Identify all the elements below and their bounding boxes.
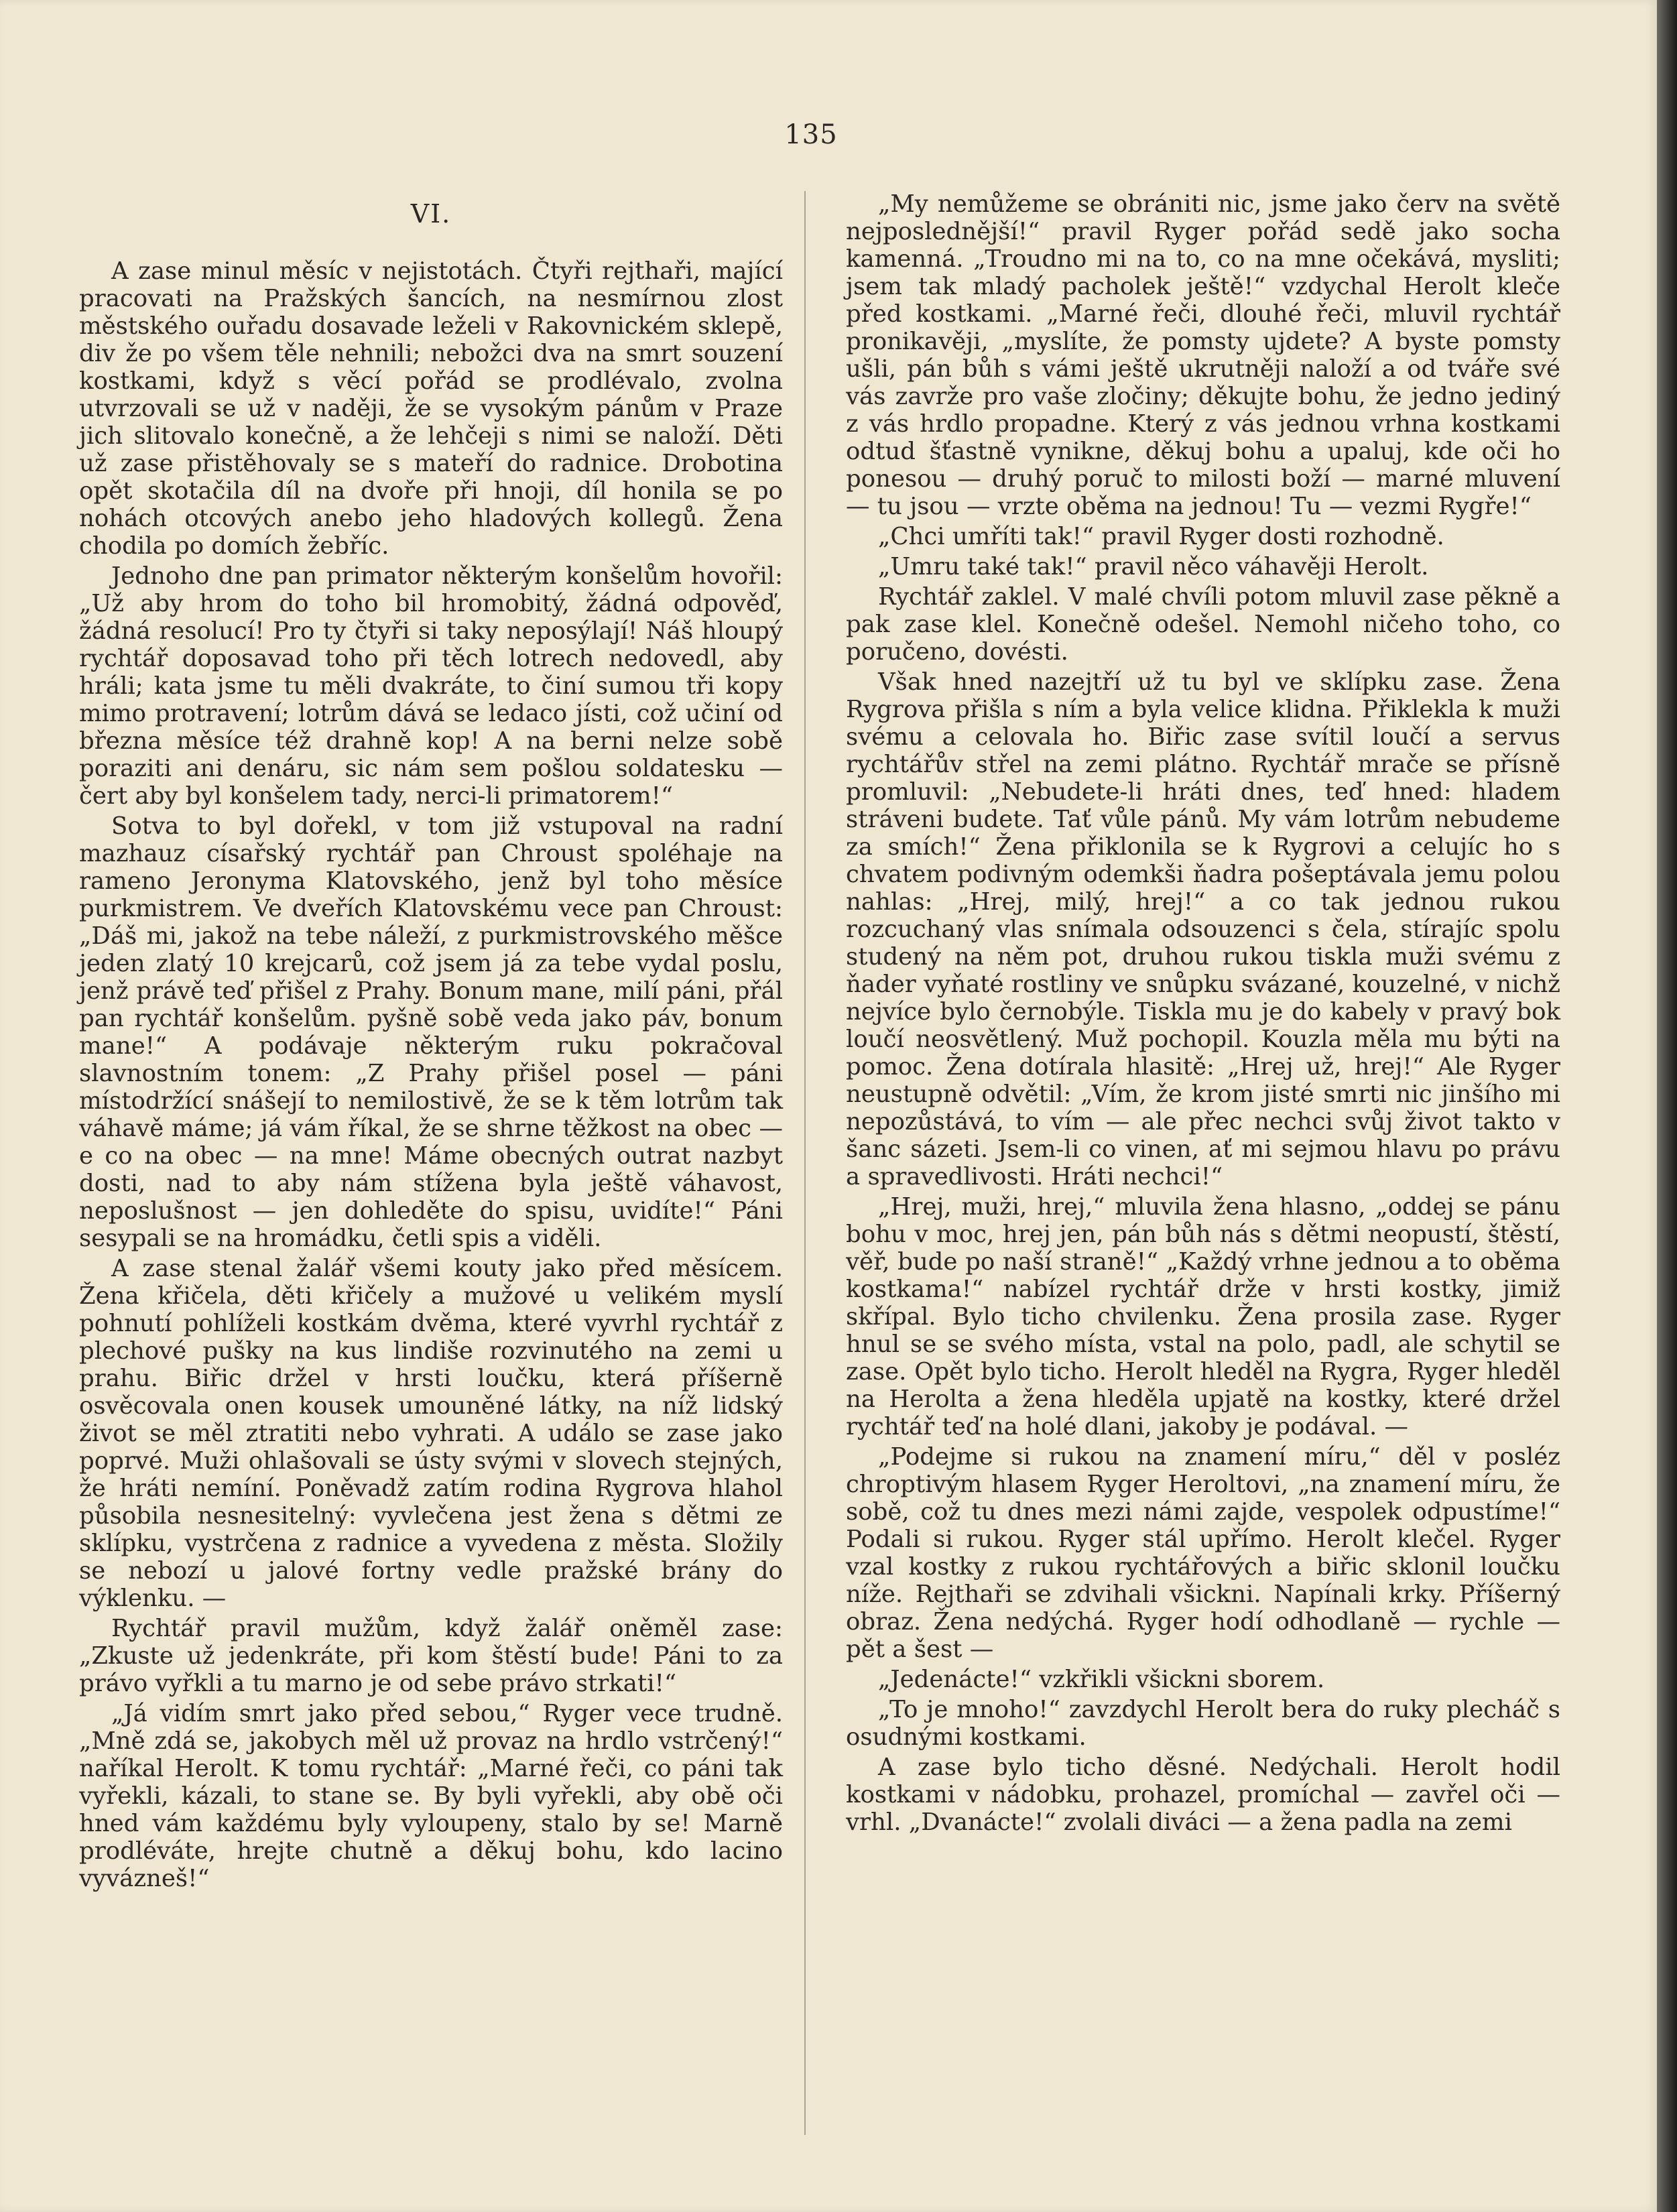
column-divider [804,191,806,2135]
paragraph: „Jedenácte!“ vzkřikli všickni sborem. [878,1666,1325,1693]
paragraph: Jednoho dne pan primator některým konšelům hovořil: „Už aby hrom do toho bil hromobitý, žádná odpověď, žádná resolucí! Pro ty čtyři si taky neposýlají! Náš hloupý rychtář doposavad toho při těch lotrech nedovedl, aby hráli; kata jsme tu měli dvakráte, to činí sumou tři kopy mimo protravení; lotrům dává se ledaco jísti, což učiní od března měsíce též drahně kop! A na berni nelze sobě poraziti ani denáru, sic nám sem pošlou soldatesku — čert aby byl konšelem tady, nerci-li primatorem!“ [79,562,783,810]
paragraph: „Podejme si rukou na znamení míru,“ děl v posléz chroptivým hlasem Ryger Heroltovi, „na znamení míru, že sobě, což tu dnes mezi námi zajde, vespolek odpustíme!“ Podali si rukou. Ryger stál upřímo. Herolt klečel. Ryger vzal kostky z rukou rychtářových a biřic sklonil loučku níže. Rejthaři se zdvihali všickni. Napínali krky. Příšerný obraz. Žena nedýchá. Ryger hodí odhodlaně — rychle — pět a šest — [846,1443,1560,1663]
paragraph: Však hned nazejtří už tu byl ve sklípku zase. Žena Rygrova přišla s ním a byla velice klidna. Přiklekla k muži svému a celovala ho. Biřic zase svítil loučí a servus rychtářův střel na zemi plátno. Rychtář mrače se přísně promluvil: „Nebudete-li hráti dnes, teď hned: hladem stráveni budete. Tať vůle pánů. My vám lotrům nebudeme za smích!“ Žena přiklonila se k Rygrovi a celujíc ho s chvatem podivným odemkši ňadra pošeptávala jemu polou nahlas: „Hrej, milý, hrej!“ a co tak jednou rukou rozcuchaný vlas snímala odsouzenci s čela, stírajíc spolu studený na něm pot, druhou rukou tiskla muži svému z ňader vyňaté rostliny ve snůpku svázané, kouzelné, v nichž nejvíce bylo černobýle. Tiskla mu je do kabely v pravý bok loučí neosvětlený. Muž pochopil. Kouzla měla mu býti na pomoc. Žena dotírala hlasitě: „Hrej už, hrej!“ Ale Ryger neustupně odvětil: „Vím, že krom jisté smrti nic jinšího mi nepozůstává, to vím — ale přec nechci svůj život takto v šanc sázeti. Jsem-li co vinen, ať mi sejmou hlavu po právu a spravedlivosti. Hráti nechci!“ [846,668,1560,1190]
paragraph: „Chci umříti tak!“ pravil Ryger dosti rozhodně. [878,523,1444,550]
paragraph: „Já vidím smrt jako před sebou,“ Ryger vece trudně. „Mně zdá se, jakobych měl už provaz na hrdlo vstrčený!“ naříkal Herolt. K tomu rychtář: „Marné řeči, co páni tak vyřekli, kázali, to stane se. By byli vyřekli, aby obě oči hned vám každému byly vyloupeny, stalo by se! Marně prodléváte, hrejte chutně a děkuj bohu, kdo lacino vyváznеš!“ [79,1700,783,1892]
page-edge-shadow [1657,0,1677,2212]
page-number: 135 [784,119,838,150]
paragraph: A zase minul měsíc v nejistotách. Čtyři rejthaři, mající pracovati na Pražských šancích, na nesmírnou zlost městského ouřadu dosavade leželi v Rakovnickém sklepě, div že po všem těle nehnili; nebožci dva na smrt souzení kostkami, když s věcí pořád se prodlévalo, zvolna utvrzovali se už v naději, že se vysokým pánům v Praze jich slitovalo konečně, a že lehčeji s nimi se naloží. Děti už zase přistěhovaly se s mateří do radnice. Drobotina opět skotačila díl na dvoře při hnoji, díl honila se po nohách otcových anebo jeho hladových kollegů. Žena chodila po domích žebříc. [79,257,783,560]
paragraph: A zase stenal žalář všemi kouty jako před měsícem. Žena křičela, děti křičely a mužové u velikém myslí pohnutí pohlíželi kostkám dvěma, které vyvrhl rychtář z plechové pušky na kus lindiše rozvinutého na zemi u prahu. Biřic držel v hrsti loučku, která příšerně osvěcovala onen kousek umouněné látky, na níž lidský život se měl ztratiti nebo vyhrati. A událo se zase jako poprvé. Muži ohlašovali se ústy svými v slovech stejných, že hráti nemíní. Poněvadž zatím rodina Rygrova hlahol působila nesnesitelný: vyvlečena jest žena s dětmi ze sklípku, vystrčena z radnice a vyvedena z města. Složily se nebozí u jalové fortny vedle pražské brány do výklenku. — [79,1255,783,1612]
left-column [79,191,783,1895]
paragraph: Sotva to byl dořekl, v tom již vstupoval na radní mazhauz císařský rychtář pan Chroust spoléhaje na rameno Jeronyma Klatovského, jenž byl toho měsíce purkmistrem. Ve dveřích Klatovskému vece pan Chroust: „Dáš mi, jakož na tebe náleží, z purkmistrovského měšce jeden zlatý 10 krejcarů, což jsem já za tebe vydal poslu, jenž právě teď přišel z Prahy. Bonum mane, milí páni, přál pan rychtář konšelům. pyšně sobě veda jako páv, bonum mane!“ A podávaje některým ruku pokračoval slavnostním tonem: „Z Prahy přišel posel — páni místodržící snášejí to nemilostivě, že se k těm lotrům tak váhavě máme; já vám říkal, že se shrne těžkost na obec — e co na obec — na mne! Máme obecných outrat nazbyt dosti, nad to aby nám stížena byla ještě váhavost, neposlušnost — jen dohleděte do spisu, uvidíte!“ Páni sesypali se na hromádku, četli spis a viděli. [79,812,783,1252]
paragraph: „Umru také tak!“ pravil něco váhavěji Herolt. [878,553,1429,580]
paragraph: „My nemůžeme se obrániti nic, jsme jako červ na světě nejposlednější!“ pravil Ryger pořád sedě jako socha kamenná. „Troudno mi na to, co na mne očekává, mysliti; jsem tak mladý pacholek ještě!“ vzdychal Herolt kleče před kostkami. „Marné řeči, dlouhé řeči, mluvil rychtář pronikavěji, „myslíte, že pomsty ujdete? A byste pomsty ušli, pán bůh s vámi ještě ukrutněji naloží a od tváře své vás zavrže pro vaše zločiny; děkujte bohu, že jedno jediný z vás hrdlo propadne. Který z vás jednou vrhna kostkami odtud šťastně vynikne, děkuj bohu a upaluj, kde oči ho ponesou — druhý poruč to milosti boží — marné mluvení — tu jsou — vrzte oběma na jednou! Tu — vezmi Rygře!“ [846,190,1560,520]
paragraph: Rychtář pravil mužům, když žalář oněměl zase: „Zkuste už jedenkráte, při kom štěstí bude! Páni to za právo vyřkli a tu marno je od sebe právo strkati!“ [79,1615,783,1697]
paragraph: Rychtář zaklel. V malé chvíli potom mluvil zase pěkně a pak zase klel. Konečně odešel. Nemohl ničeho toho, co poručeno, dovésti. [846,583,1560,666]
paragraph: „To je mnoho!“ zavzdychl Herolt bera do ruky plecháč s osudnými kostkami. [846,1696,1560,1751]
paragraph: „Hrej, muži, hrej,“ mluvila žena hlasno, „oddej se pánu bohu v moc, hrej jen, pán bůh nás s dětmi neopustí, štěstí, věř, bude po naší straně!“ „Každý vrhne jednou a to oběma kostkama!“ nabízel rychtář drže v hrsti kostky, jimiž skřípal. Bylo ticho chvilenku. Žena prosila zase. Ryger hnul se se svého místa, vstal na polo, padl, ale schytil se zase. Opět bylo ticho. Herolt hleděl na Rygra, Ryger hleděl na Herolta a žena hleděla upjatě na kostky, které držel rychtář teď na holé dlani, jakoby je podával. — [846,1193,1560,1440]
paragraph: A zase bylo ticho děsné. Nedýchali. Herolt hodil kostkami v nádobku, prohazel, promíchal — zavřel oči — vrhl. „Dvanácte!“ zvolali diváci — a žena padla na zemi [846,1754,1560,1836]
right-column [846,190,1560,1839]
chapter-heading: VI. [410,199,452,229]
